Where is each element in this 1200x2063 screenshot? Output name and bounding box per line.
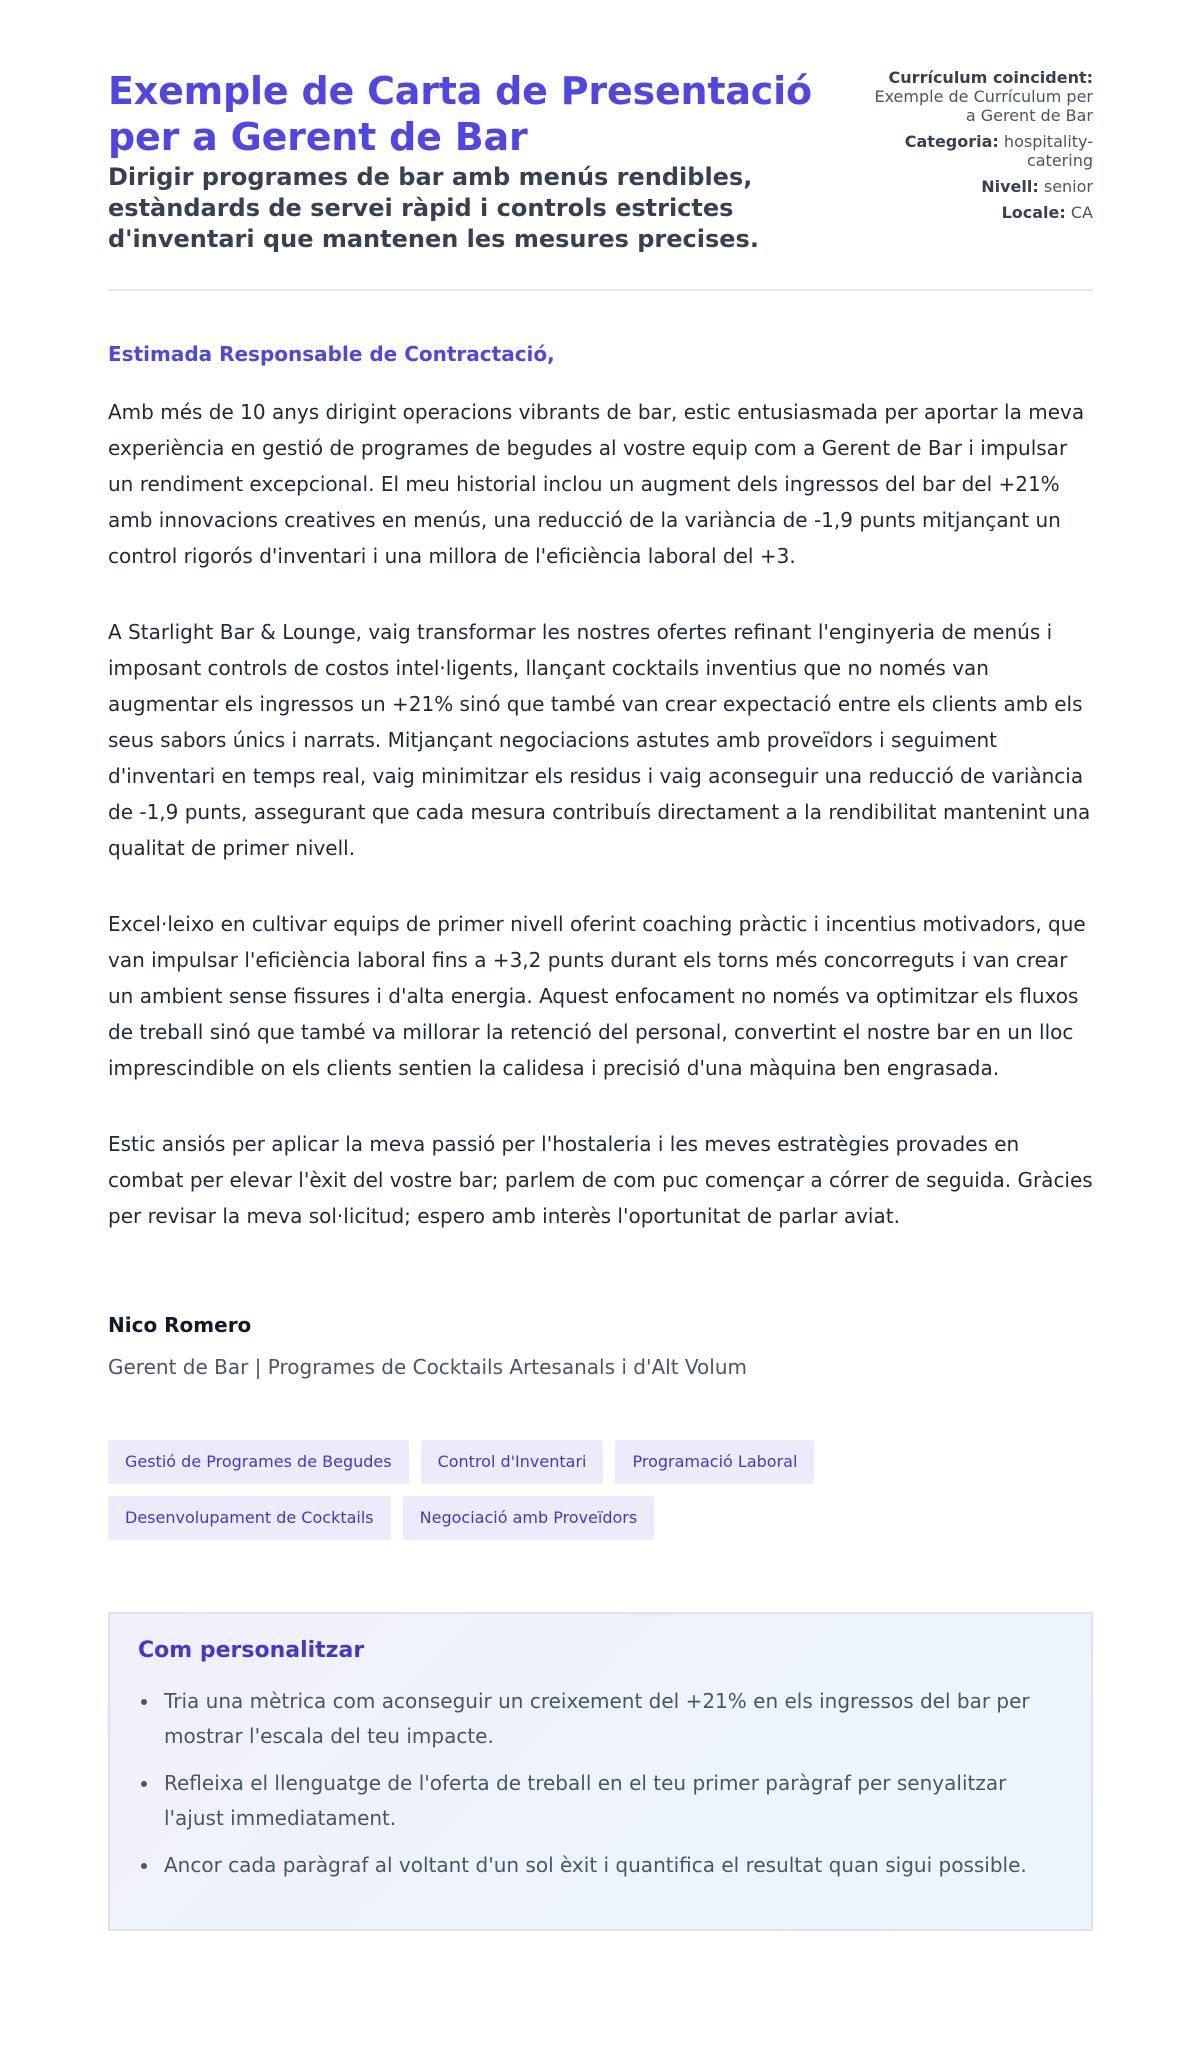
metadata-panel (873, 68, 1093, 229)
skill-tags (108, 1440, 938, 1540)
meta-locale (873, 203, 1093, 222)
meta-key: Nivell: (981, 177, 1039, 196)
letter-paragraph: A Starlight Bar & Lounge, vaig transformar les nostres ofertes refinant l'enginyeria de menús i imposant controls de costos intel·ligents, llançant cocktails inventius que no només van augmentar els ingressos un +21% sinó que també van crear expectació entre els clients amb els seus sabors únics i narrats. Mitjançant negociacions astutes amb proveïdors i seguiment d'inventari en temps real, vaig minimitzar els residus i vaig aconseguir una reducció de variància de -1,9 punts, assegurant que cada mesura contribuís directament a la rendibilitat mantenint una qualitat de primer nivell. (108, 620, 1091, 860)
page-title: Exemple de Carta de Presentació per a Gerent de Bar (108, 69, 812, 159)
meta-value: senior (1043, 177, 1093, 196)
meta-key: Categoria: (904, 132, 999, 151)
skill-tag[interactable]: Desenvolupament de Cocktails (108, 1496, 391, 1540)
tips-item: Tria una mètrica com aconseguir un creixement del +21% en els ingressos del bar per mostrar l'escala del teu impacte. (138, 1684, 1063, 1754)
letter-body (108, 341, 1093, 1234)
meta-key: Currículum coincident: (888, 68, 1093, 87)
letter-paragraph: Estic ansiós per aplicar la meva passió per l'hostaleria i les meves estratègies provades en combat per elevar l'èxit del vostre bar; parlem de com puc començar a córrer de seguida. Gràcies per revisar la meva sol·licitud; espero amb interès l'oportunitat de parlar aviat. (108, 1132, 1093, 1228)
meta-value: CA (1070, 203, 1093, 222)
letter-greeting: Estimada Responsable de Contractació, (108, 342, 555, 366)
meta-key: Locale: (1001, 203, 1066, 222)
signature-title: Gerent de Bar | Programes de Cocktails Artesanals i d'Alt Volum (108, 1355, 747, 1379)
tips-item: Refleixa el llenguatge de l'oferta de treball en el teu primer paràgraf per senyalitzar l'ajust immediatament. (138, 1766, 1063, 1836)
meta-level (873, 177, 1093, 196)
letter-paragraphs (108, 394, 1093, 1234)
meta-matching-resume (873, 68, 1093, 125)
customization-tips-box (108, 1612, 1093, 1931)
signature-name: Nico Romero (108, 1313, 252, 1337)
meta-value: Exemple de Currículum per a Gerent de Bar (874, 87, 1093, 125)
tips-item: Ancor cada paràgraf al voltant d'un sol èxit i quantifica el resultat quan sigui possible. (138, 1848, 1063, 1883)
page-header (108, 68, 1093, 291)
tips-title: Com personalitzar (138, 1638, 365, 1663)
skill-tag[interactable]: Programació Laboral (615, 1440, 814, 1484)
skill-tag[interactable]: Negociació amb Proveïdors (403, 1496, 655, 1540)
signature-block (108, 1312, 1093, 1380)
page-subtitle: Dirigir programes de bar amb menús rendibles, estàndards de servei ràpid i controls estrictes d'inventari que mantenen les mesures precises. (108, 163, 759, 253)
header-titles (108, 68, 848, 255)
tips-list (138, 1684, 1063, 1883)
skill-tag[interactable]: Control d'Inventari (421, 1440, 604, 1484)
letter-paragraph: Excel·leixo en cultivar equips de primer nivell oferint coaching pràctic i incentius motivadors, que van impulsar l'eficiència laboral fins a +3,2 punts durant els torns més concorreguts i van crear un ambient sense fissures i d'alta energia. Aquest enfocament no només va optimitzar els fluxos de treball sinó que també va millorar la retenció del personal, convertint el nostre bar en un lloc imprescindible on els clients sentien la calidesa i precisió d'una màquina ben engrasada. (108, 912, 1086, 1080)
meta-category (873, 132, 1093, 170)
skill-tag[interactable]: Gestió de Programes de Begudes (108, 1440, 409, 1484)
letter-paragraph: Amb més de 10 anys dirigint operacions vibrants de bar, estic entusiasmada per aportar la meva experiència en gestió de programes de begudes al vostre equip com a Gerent de Bar i impulsar un rendiment excepcional. El meu historial inclou un augment dels ingressos del bar del +21% amb innovacions creatives en menús, una reducció de la variància de -1,9 punts mitjançant un control rigorós d'inventari i una millora de l'eficiència laboral del +3. (108, 400, 1085, 568)
meta-value: hospitality-catering (1003, 132, 1093, 170)
